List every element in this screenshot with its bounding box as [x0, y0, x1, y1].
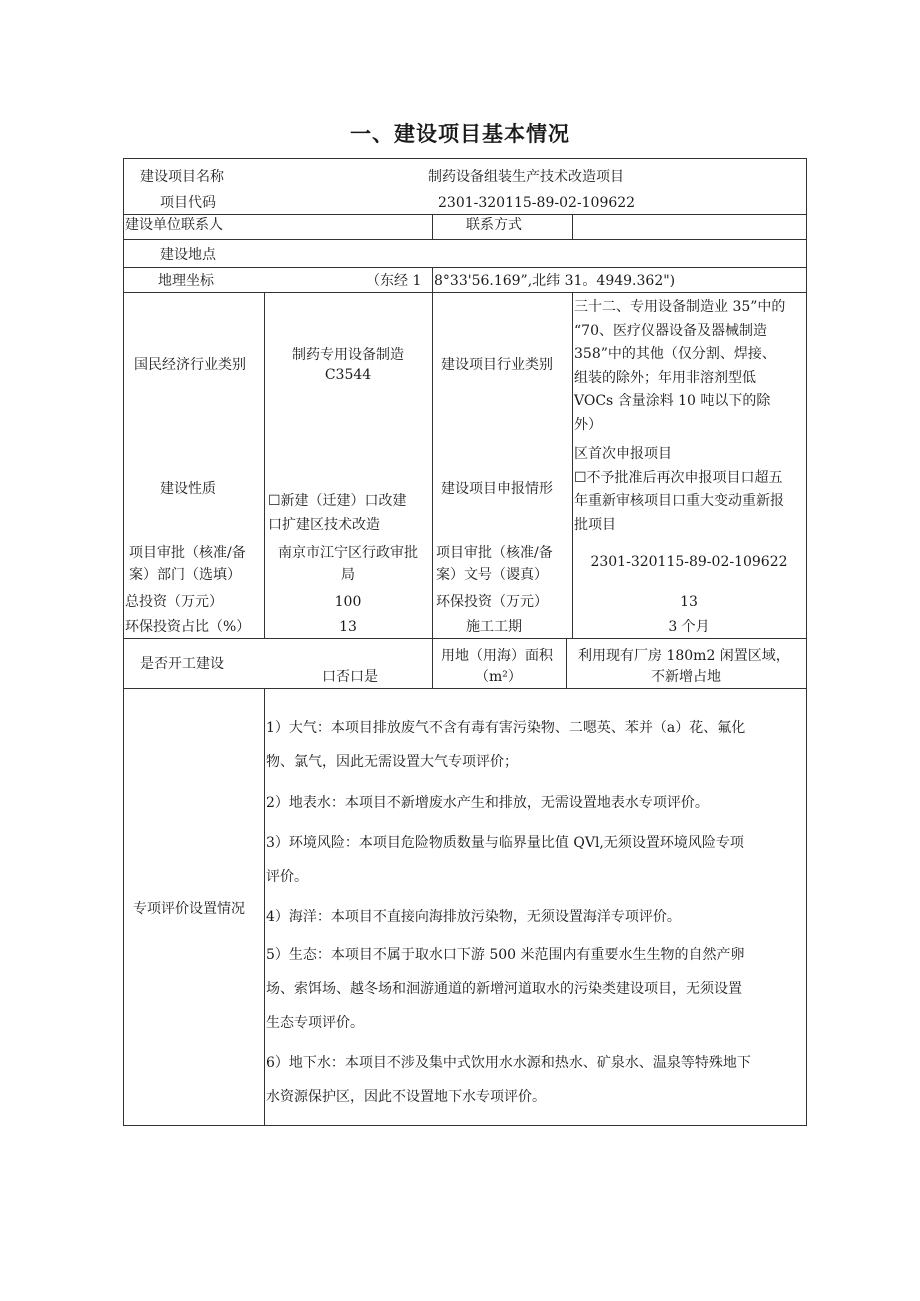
- approval-dept-value: 南京市江宁区行政审批: [278, 545, 418, 561]
- row-divider: [123, 239, 807, 240]
- special-line: 2）地表水：本项目不新增废水产生和排放，无需设置地表水专项评价。: [266, 795, 709, 811]
- declare-value: [574, 443, 806, 537]
- declare-line: ☐不予批准后再次申报项目口超五: [574, 469, 783, 486]
- contact-label: 建设单位联系人: [125, 217, 223, 233]
- special-eval-label: 专项评价设置情况: [133, 901, 245, 917]
- column-divider: [572, 214, 573, 239]
- land-unit: （m²）: [475, 669, 522, 685]
- approval-doc-value: 2301-320115-89-02-109622: [590, 554, 788, 570]
- period-value: 3 个月: [668, 619, 710, 635]
- column-divider: [432, 214, 433, 239]
- column-divider: [432, 292, 433, 688]
- row-divider: [123, 688, 807, 689]
- special-line: 6）地下水：本项目不涉及集中式饮用水水源和热水、矿泉水、温泉等特殊地下: [266, 1055, 751, 1071]
- nature-options-line2: 口扩建区技术改造: [268, 517, 380, 533]
- started-value: 口否口是: [322, 669, 378, 685]
- project-industry-label: 建设项目行业类别: [441, 357, 553, 373]
- declare-line: 区首次申报项目: [574, 446, 672, 462]
- project-industry-line: 组装的除外；年用非溶剂型低: [574, 369, 756, 386]
- approval-dept-label-2: 案）部门（选填）: [129, 567, 241, 583]
- column-divider: [264, 688, 265, 1126]
- total-invest-label: 总投资（万元）: [125, 594, 223, 610]
- approval-doc-label: 项目审批（核准/备: [436, 545, 553, 561]
- coords-value-left: （东经 1: [366, 273, 422, 289]
- special-item-air: [266, 716, 802, 774]
- special-line: 评价。: [266, 869, 308, 885]
- started-label: 是否开工建设: [140, 656, 224, 672]
- env-ratio-value: 13: [339, 619, 357, 635]
- approval-doc-label-2: 案）文号（谡真）: [436, 567, 548, 583]
- column-divider: [432, 267, 433, 292]
- project-industry-line: 358”中的其他（仅分割、焊接、: [574, 346, 776, 362]
- project-industry-value: [574, 296, 806, 437]
- project-code-value: 2301-320115-89-02-109622: [438, 195, 636, 211]
- project-industry-line: “70、医疗仪器设备及器械制造: [574, 322, 767, 339]
- column-divider: [572, 292, 573, 638]
- row-divider: [123, 267, 807, 268]
- declare-line: 批项目: [574, 516, 616, 533]
- special-item-groundwater: [266, 1051, 802, 1109]
- env-invest-label: 环保投资（万元）: [436, 594, 548, 610]
- special-item-surface-water: [266, 791, 802, 815]
- coords-label: 地理坐标: [158, 273, 214, 289]
- industry-value: 制药专用设备制造: [292, 347, 404, 363]
- industry-code: C3544: [324, 367, 372, 383]
- row-divider: [123, 214, 807, 215]
- total-invest-value: 100: [334, 594, 362, 610]
- special-line: 1）大气：本项目排放废气不含有毒有害污染物、二嗯英、苯并（a）花、氟化: [266, 720, 746, 736]
- project-industry-line: 外）: [574, 416, 602, 433]
- contact-method-label: 联系方式: [466, 217, 522, 233]
- nature-options-line1: ☐新建（迁建）口改建: [268, 493, 407, 509]
- land-value-2: 不新增占地: [651, 669, 721, 685]
- project-code-label: 项目代码: [160, 195, 216, 211]
- approval-dept-value-2: 局: [341, 567, 355, 583]
- special-line: 3）环境风险：本项目危险物质数量与临界量比值 QVl,无须设置环境风险专项: [266, 835, 744, 851]
- env-ratio-label: 环保投资占比（%）: [125, 619, 251, 635]
- special-line: 4）海洋：本项目不直接向海排放污染物，无须设置海洋专项评价。: [266, 909, 681, 925]
- page-title: 一、建设项目基本情况: [350, 122, 570, 146]
- env-invest-value: 13: [680, 594, 698, 610]
- special-item-env-risk: [266, 831, 802, 889]
- project-name-label: 建设项目名称: [140, 169, 224, 185]
- period-label: 施工工期: [466, 619, 522, 635]
- approval-dept-label: 项目审批（核准/备: [129, 545, 246, 561]
- coords-value-right: 8°33'56.169”,北纬 31。4949.362"): [434, 273, 676, 289]
- special-line: 5）生态：本项目不属于取水口下游 500 米范围内有重要水生生物的自然产卵: [266, 947, 745, 963]
- project-industry-line: VOCs 含量涂料 10 吨以下的除: [574, 393, 771, 409]
- special-item-ocean: [266, 905, 802, 929]
- special-line: 水资源保护区，因此不设置地下水专项评价。: [266, 1089, 546, 1105]
- declare-label: 建设项目申报情形: [441, 481, 553, 497]
- row-divider: [123, 292, 807, 293]
- row-divider: [123, 638, 807, 639]
- industry-label: 国民经济行业类别: [134, 357, 246, 373]
- land-label: 用地（用海）面积: [441, 648, 553, 664]
- project-name-value: 制药设备组装生产技术改造项目: [428, 169, 624, 185]
- special-line: 场、索饵场、越冬场和洄游通道的新增河道取水的污染类建设项目，无须设置: [266, 981, 742, 997]
- special-line: 生态专项评价。: [266, 1015, 364, 1031]
- project-industry-line: 三十二、专用设备制造业 35”中的: [574, 299, 786, 315]
- nature-label: 建设性质: [160, 481, 216, 497]
- special-item-ecology: [266, 943, 802, 1035]
- declare-line: 年重新审核项目口重大变动重新报: [574, 493, 784, 509]
- location-label: 建设地点: [160, 247, 216, 263]
- land-value: 利用现有厂房 180m2 闲置区域，: [578, 648, 790, 664]
- special-line: 物、氯气，因此无需设置大气专项评价；: [266, 754, 518, 770]
